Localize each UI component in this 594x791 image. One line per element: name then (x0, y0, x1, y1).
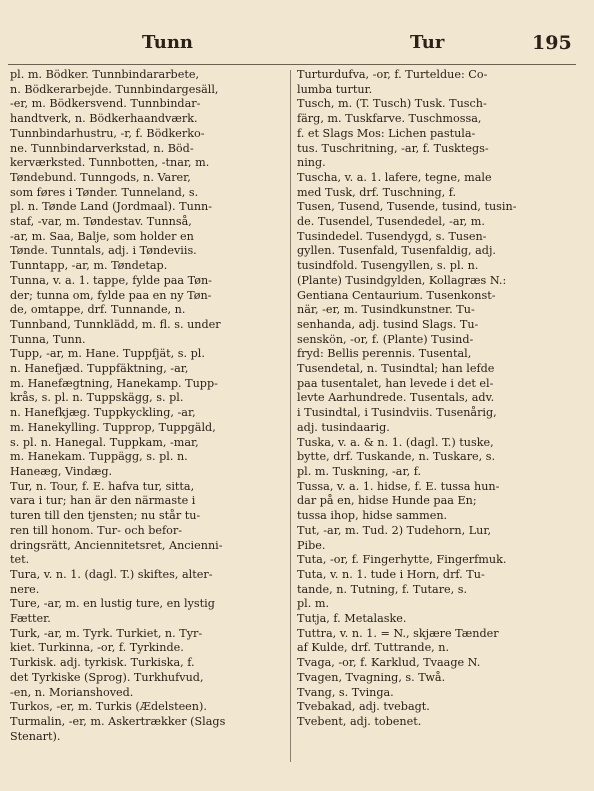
header-rule (8, 64, 576, 65)
entry-line: staf, -var, m. Tøndestav. Tunnså, (10, 215, 192, 229)
entry-line: med Tusk, drf. Tuschning, f. (297, 185, 457, 199)
entry-line: Tutja, f. Metalaske. (297, 612, 407, 626)
entry-line: Gentiana Centaurium. Tusenkonst- (297, 288, 496, 302)
entry-line: Pibe. (297, 538, 326, 552)
entry-line: dringsrätt, Anciennitetsret, Ancienni- (10, 538, 223, 552)
entry-line: färg, m. Tuskfarve. Tuschmossa, (297, 112, 482, 126)
entry-line: kiet. Turkinna, -or, f. Tyrkinde. (10, 641, 184, 655)
left-column (10, 68, 286, 744)
entry-line: Tut, -ar, m. Tud. 2) Tudehorn, Lur, (297, 523, 492, 537)
right-column (297, 68, 579, 730)
entry-line: ren till honom. Tur- och befor- (10, 523, 183, 537)
entry-line: m. Hanekam. Tuppägg, s. pl. n. (10, 450, 188, 464)
entry-line: Turkisk. adj. tyrkisk. Turkiska, f. (10, 656, 195, 670)
entry-line: Tvang, s. Tvinga. (297, 685, 394, 699)
left-running-headword: Tunn (142, 32, 194, 53)
entry-line: Turk, -ar, m. Tyrk. Turkiet, n. Tyr- (10, 626, 203, 640)
entry-line: Tusindedel. Tusendygd, s. Tusen- (297, 229, 487, 243)
entry-line: tande, n. Tutning, f. Tutare, s. (297, 582, 468, 596)
entry-line: de. Tusendel, Tusendedel, -ar, m. (297, 215, 485, 229)
entry-line: Tuta, -or, f. Fingerhytte, Fingerfmuk. (297, 553, 507, 567)
entry-line: Turturdufva, -or, f. Turteldue: Co- (297, 68, 488, 81)
entry-line: Tvebakad, adj. tvebagt. (297, 700, 430, 714)
entry-line: Tura, v. n. 1. (dagl. T.) skiftes, alter- (10, 567, 213, 581)
entry-line: pl. m. Bödker. Tunnbindararbete, (10, 68, 199, 81)
page-header (0, 30, 594, 60)
entry-line: ne. Tunnbindarverkstad, n. Böd- (10, 141, 194, 155)
page-number: 195 (532, 32, 572, 54)
entry-line: bytte, drf. Tuskande, n. Tuskare, s. (297, 450, 496, 464)
entry-line: m. Hanekylling. Tupprop, Tuppgäld, (10, 420, 216, 434)
entry-line: Tunna, Tunn. (10, 332, 86, 346)
entry-line: Tøndebund. Tunngods, n. Varer, (10, 170, 191, 184)
entry-line: i Tusindtal, i Tusindviis. Tusenårig, (297, 406, 497, 420)
entry-line: lumba turtur. (297, 82, 373, 96)
entry-line: n. Hanefjæd. Tuppfäktning, -ar, (10, 362, 189, 376)
entry-line: nere. (10, 582, 40, 596)
entry-line: f. et Slags Mos: Lichen pastula- (297, 126, 476, 140)
entry-line: Tvaga, -or, f. Karklud, Tvaage N. (297, 656, 481, 670)
entry-line: Tvebent, adj. tobenet. (297, 714, 422, 728)
entry-line: Tuscha, v. a. 1. lafere, tegne, male (297, 170, 492, 184)
entry-line: Tunna, v. a. 1. tappe, fylde paa Tøn- (10, 273, 212, 287)
entry-line: Tusendetal, n. Tusindtal; han lefde (297, 362, 495, 376)
entry-line: Fætter. (10, 612, 51, 626)
entry-line: -en, n. Morianshoved. (10, 685, 134, 699)
entry-line: vara i tur; han är den närmaste i (10, 494, 196, 508)
entry-line: Haneæg, Vindæg. (10, 464, 113, 478)
entry-line: Tusen, Tusend, Tusende, tusind, tusin- (297, 200, 517, 214)
entry-line: n. Bödkerarbejde. Tunnbindargesäll, (10, 82, 219, 96)
column-divider (290, 70, 291, 762)
entry-line: (Plante) Tusindgylden, Kollagræs N.: (297, 273, 507, 287)
entry-line: Tuta, v. n. 1. tude i Horn, drf. Tu- (297, 567, 485, 581)
entry-line: s. pl. n. Hanegal. Tuppkam, -mar, (10, 435, 199, 449)
entry-line: adj. tusindaarig. (297, 420, 390, 434)
entry-line: pl. n. Tønde Land (Jordmaal). Tunn- (10, 200, 213, 214)
entry-line: Tupp, -ar, m. Hane. Tuppfjät, s. pl. (10, 347, 205, 361)
right-running-headword: Tur (410, 32, 445, 53)
entry-line: Ture, -ar, m. en lustig ture, en lystig (10, 597, 215, 611)
entry-line: som føres i Tønder. Tunneland, s. (10, 185, 199, 199)
entry-line: Tvagen, Tvagning, s. Twå. (297, 670, 446, 684)
entry-line: paa tusentalet, han levede i det el- (297, 376, 494, 390)
entry-line: Turmalin, -er, m. Askertrækker (Slags (10, 714, 226, 728)
entry-line: pl. m. (297, 597, 330, 611)
entry-line: Tunntapp, -ar, m. Tøndetap. (10, 259, 168, 273)
entry-line: Turkos, -er, m. Turkis (Ædelsteen). (10, 700, 207, 714)
entry-line: tusindfold. Tusengyllen, s. pl. n. (297, 259, 479, 273)
entry-line: när, -er, m. Tusindkunstner. Tu- (297, 303, 475, 317)
entry-line: -er, m. Bödkersvend. Tunnbindar- (10, 97, 201, 111)
entry-line: Tuttra, v. n. 1. = N., skjære Tænder (297, 626, 499, 640)
entry-line: tus. Tuschritning, -ar, f. Tusktegs- (297, 141, 489, 155)
entry-line: n. Hanefkjæg. Tuppkyckling, -ar, (10, 406, 196, 420)
entry-line: Tuska, v. a. & n. 1. (dagl. T.) tuske, (297, 435, 494, 449)
entry-line: Tønde. Tunntals, adj. i Tøndeviis. (10, 244, 197, 258)
entry-line: det Tyrkiske (Sprog). Turkhufvud, (10, 670, 204, 684)
entry-line: Stenart). (10, 729, 61, 743)
entry-line: dar på en, hidse Hunde paa En; (297, 494, 477, 508)
entry-line: Tunnband, Tunnklädd, m. fl. s. under (10, 317, 221, 331)
entry-line: Tunnbindarhustru, -r, f. Bödkerko- (10, 126, 205, 140)
entry-line: Tusch, m. (T. Tusch) Tusk. Tusch- (297, 97, 487, 111)
entry-line: tussa ihop, hidse sammen. (297, 509, 448, 523)
entry-line: Tussa, v. a. 1. hidse, f. E. tussa hun- (297, 479, 500, 493)
entry-line: af Kulde, drf. Tuttrande, n. (297, 641, 450, 655)
entry-line: gyllen. Tusenfald, Tusenfaldig, adj. (297, 244, 496, 258)
entry-line: kerværksted. Tunnbotten, -tnar, m. (10, 156, 210, 170)
entry-line: krås, s. pl. n. Tuppskägg, s. pl. (10, 391, 184, 405)
entry-line: handtverk, n. Bödkerhaandværk. (10, 112, 198, 126)
entry-line: -ar, m. Saa, Balje, som holder en (10, 229, 194, 243)
entry-line: ning. (297, 156, 326, 170)
entry-line: turen till den tjensten; nu står tu- (10, 509, 201, 523)
entry-line: pl. m. Tuskning, -ar, f. (297, 464, 422, 478)
entry-line: senhanda, adj. tusind Slags. Tu- (297, 317, 479, 331)
entry-line: senskön, -or, f. (Plante) Tusind- (297, 332, 474, 346)
entry-line: levte Aarhundrede. Tusentals, adv. (297, 391, 495, 405)
entry-line: m. Hanefægtning, Hanekamp. Tupp- (10, 376, 218, 390)
entry-line: der; tunna om, fylde paa en ny Tøn- (10, 288, 212, 302)
entry-line: de, omtappe, drf. Tunnande, n. (10, 303, 186, 317)
entry-line: fryd: Bellis perennis. Tusental, (297, 347, 472, 361)
entry-line: Tur, n. Tour, f. E. hafva tur, sitta, (10, 479, 195, 493)
entry-line: tet. (10, 553, 30, 567)
